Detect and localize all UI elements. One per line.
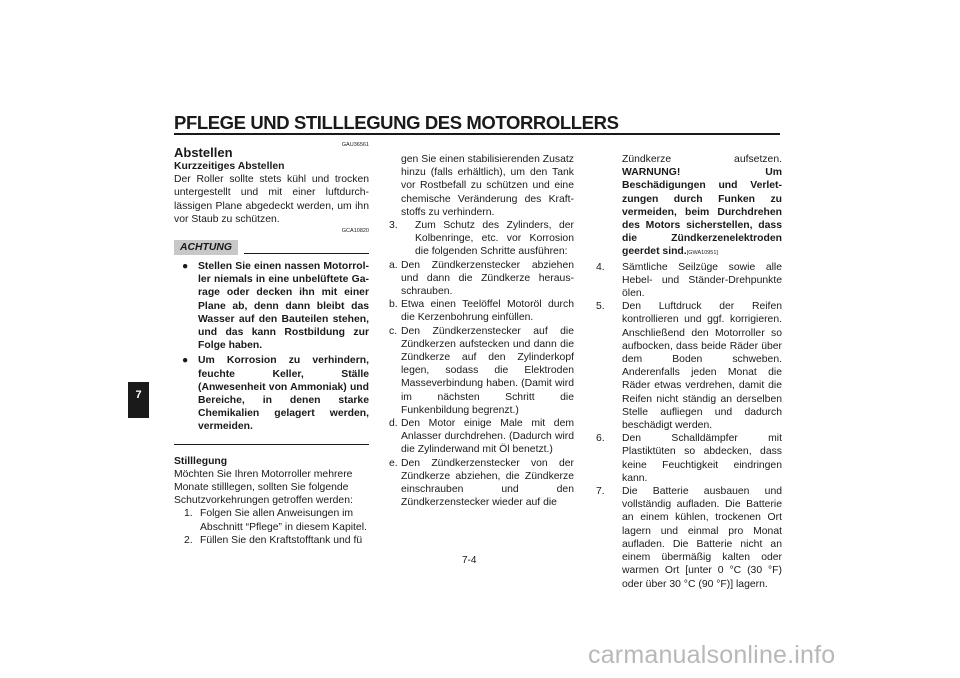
warning-text: WARNUNG! Um Beschädigungen und Verletzungen durch Funken zu vermeiden, beim Durchdrehen des Motors sicherstellen, dass die Zündkerzenelektroden geerdet sind. [622,167,782,258]
list-item [174,507,369,533]
list-number: 4. [596,261,605,273]
sub-list-text: Den Zündkerzenstecker von der Zündkerze abziehen, die Zündkerze einschrauben und den Zündkerzenstecker wieder auf die [401,457,574,509]
list-continuation: gen Sie einen stabilisierenden Zusatz hinzu (falls erhältlich), um den Tank vor Rostbefall zu schützen und eine chemische Veränderung des Kraftstoffs zu verhindern. [401,154,574,218]
sub-list-item [389,298,574,324]
caution-bullet [174,354,369,433]
sub-list-text: Den Zündkerzenstecker auf die Zündkerzen aufstecken und dann die Zündkerze auf den Zylinderkopf legen, sodass die Elektroden Masseverbindung haben. (Damit wird im nächsten Schritt die Funkenbildung begrenzt.) [401,325,574,416]
subheading-storage: Stilllegung [174,455,228,467]
sub-list-text: Den Motor einige Male mit dem Anlasser durchdrehen. (Dadurch wird die Zylinderwand mit Öl benetzt.) [401,418,574,456]
caution-code: GCA10820 [341,228,369,235]
sub-list-item [389,325,574,417]
list-text: Zum Schutz des Zylinders, der Kolbenringe, etc. vor Korrosion die folgenden Schritte ausführen: [415,220,574,258]
caution-end-rule [174,444,369,445]
list-number: 7. [596,486,605,498]
continuation-text: Zündkerze aufsetzen. [622,154,782,165]
list-item [389,219,574,259]
list-text: Folgen Sie allen Anweisungen im Abschnitt “Pflege” in diesem Kapitel. [200,508,367,533]
list-text: Sämtliche Seilzüge sowie alle Hebel- und Ständer-Drehpunkte ölen. [622,261,782,300]
section-code: GAU36561 [341,142,369,148]
page-number: 7-4 [462,555,477,566]
list-text: Den Schalldämpfer mit Plastiktüten so abdecken, dass keine Feuchtigkeit eindringen kann. [622,433,782,484]
chapter-tab: 7 [128,382,149,418]
sub-list-letter: c. [389,325,398,337]
paragraph-storage: Möchten Sie Ihren Motorroller mehrere Monate stilllegen, sollten Sie folgende Schutzvorkehrungen getroffen werden: [174,468,353,507]
caution-rule [244,253,369,254]
list-text: Füllen Sie den Kraftstofftank und fü [200,534,363,546]
sub-list-text: Etwa einen Teelöffel Motoröl durch die Kerzenbohrung einfüllen. [401,299,574,324]
list-text: Den Luftdruck der Reifen kontrollieren und ggf. korrigieren. Anschließend den Motorroller so aufbocken, dass beide Räder über dem Boden schweben. Anderenfalls jeden Monat die Räder etwas verdrehen, damit die Reifen nicht ständig an derselben Stelle aufliegen und dadurch beschädigt werden. [622,301,782,432]
sub-list-item [389,417,574,457]
list-item [596,432,782,485]
section-heading: Abstellen [174,145,233,160]
list-item [596,261,782,301]
subheading-short-term: Kurzzeitiges Abstellen [174,161,285,172]
sub-list-letter: e. [389,457,398,469]
page-title: PFLEGE UND STILLLEGUNG DES MOTORROLLERS [174,112,619,133]
list-number: 6. [596,433,605,445]
title-rule [174,133,780,135]
bullet-icon: ● [182,261,189,273]
list-item [596,300,782,432]
list-number: 2. [184,534,193,546]
list-number: 3. [389,220,398,232]
list-continuation [596,153,782,261]
caution-bullet-text: Um Korrosion zu verhindern, feuchte Keller, Ställe (Anwesenheit von Ammoniak) und Bereiche, in denen starke Chemikalien gelagert werden, vermeiden. [198,355,369,433]
sub-list-letter: a. [389,259,398,271]
column-2 [389,153,574,509]
watermark: carmanualsonline.info [588,641,836,669]
sub-list-text: Den Zündkerzenstecker abziehen und dann die Zündkerze herausschrauben. [401,259,574,298]
sub-list-item [389,259,574,299]
list-number: 5. [596,301,605,313]
column-3 [596,153,782,591]
caution-bullet [174,260,369,352]
list-text: Die Batterie ausbauen und vollständig aufladen. Die Batterie an einem kühlen, trockenen Ort lagern und einmal pro Monat aufladen. Die Batterie nicht an einem übermäßig kalten oder warmen Ort [unter 0 °C (30 °F) oder über 30 °C (90 °F)] lagern. [622,486,782,590]
bullet-icon: ● [182,355,189,367]
list-item [174,534,369,547]
caution-bullet-text: Stellen Sie einen nassen Motorroller niemals in eine unbelüftete Garage oder decken ihn mit einer Plane ab, denn dann bleibt das Wasser auf den Bauteilen stehen, und das kann Rostbildung zur Folge haben. [198,261,369,352]
list-item [596,485,782,591]
sub-list-letter: d. [389,418,398,430]
sub-list-item [389,457,574,510]
caution-label: ACHTUNG [174,240,238,255]
caution-header [174,240,369,258]
column-1 [174,140,369,547]
paragraph-short-term: Der Roller sollte stets kühl und trocken untergestellt und mit einer luftdurchlässigen Plane abgedeckt werden, um ihn vor Staub zu schützen. [174,174,369,225]
sub-list-letter: b. [389,299,398,311]
warning-code: [GWA10951] [686,250,718,257]
list-number: 1. [184,508,193,520]
